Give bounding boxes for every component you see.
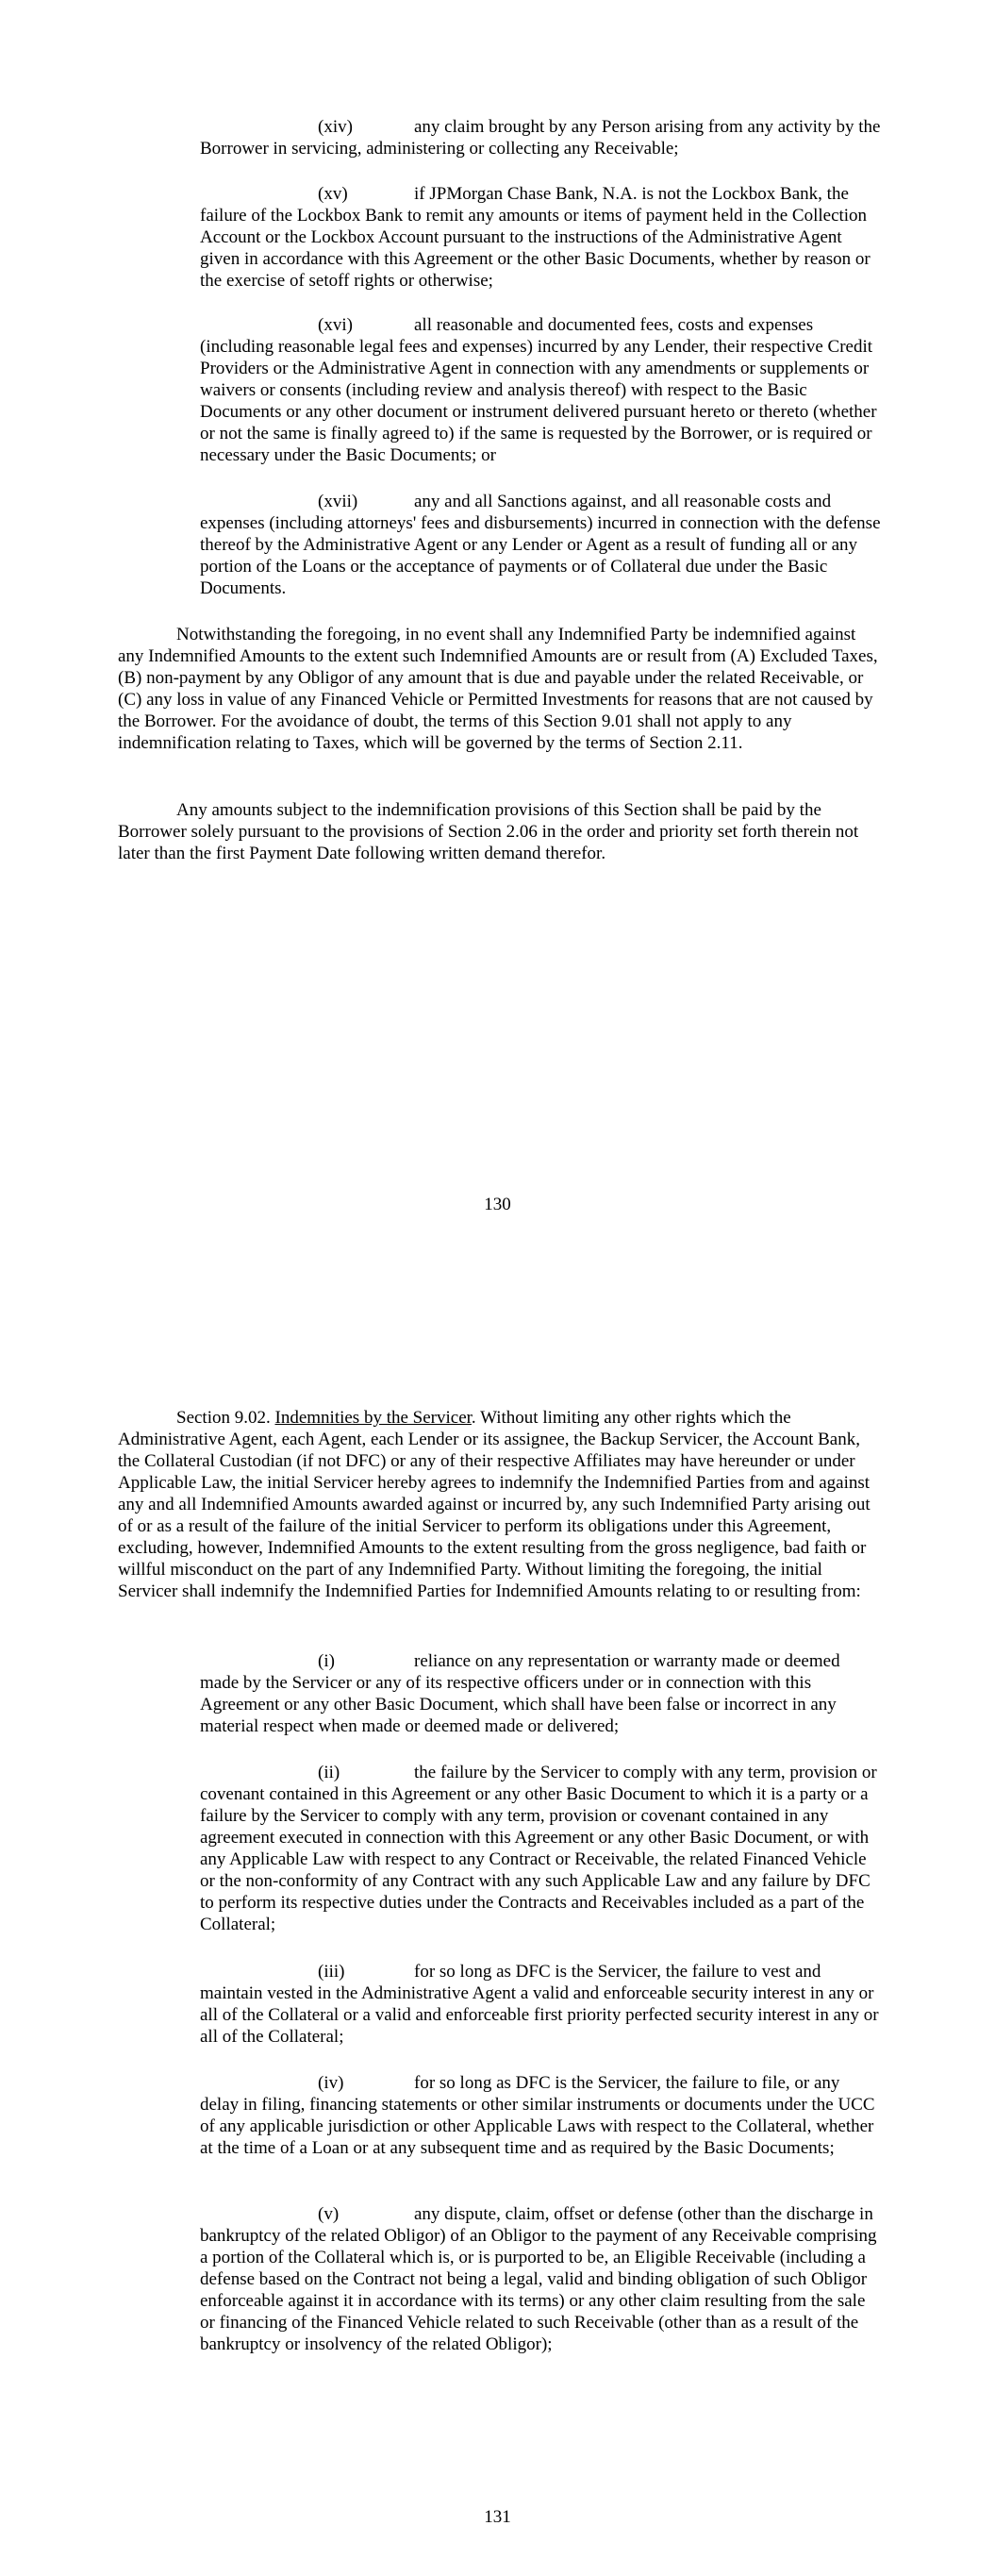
- clause-xiv: [200, 116, 883, 159]
- clause-xv: [200, 183, 883, 292]
- clause-number: (ii): [318, 1763, 340, 1782]
- clause-first-line: reliance on any representation or warranty made or deemed: [414, 1651, 840, 1671]
- clause-first-line: the failure by the Servicer to comply with any term,: [414, 1763, 786, 1782]
- clause-iii: [200, 1961, 883, 2048]
- section-9-02-paragraph: [118, 1407, 883, 1602]
- clause-number: (xiv): [318, 117, 353, 137]
- clause-number: (iii): [318, 1962, 345, 1982]
- clause-text: maintain vested in the Administrative Agent a valid and enforceable security interest in any or all of the Collateral or a valid and enforceable first priority perfected security interest in any or all of the Collateral;: [200, 1983, 879, 2047]
- section-heading: Indemnities by the Servicer: [274, 1408, 472, 1428]
- clause-number: (v): [318, 2204, 340, 2224]
- clause-text: the failure of the Lockbox Bank to remit any amounts or items of payment held in the Collection Account or the Lockbox Account pursuant to the instructions of the Administrative Agent given in accordance with this Agreement or the other Basic Documents, whether by reason or the exercise of setoff rights or otherwise;: [200, 184, 871, 291]
- section-number: Section 9.02.: [176, 1408, 275, 1428]
- payment-paragraph: Any amounts subject to the indemnification provisions of this Section shall be paid by the Borrower solely pursuant to the provisions of Section 2.06 in the order and priority set forth therein not later than the first Payment Date following written demand therefor.: [118, 800, 859, 863]
- clause-first-line: all reasonable and documented fees, costs and expenses: [414, 315, 814, 335]
- clause-text: discharge in bankruptcy of the related Obligor) of an Obligor to the payment of any Receivable comprising a portion of the Collateral which is, or is purported to be, an Eligible Receivable (including a defense based on the Contract not being a legal, valid and binding obligation of such Obligor enforceable against it in accordance with its terms) or any other claim resulting from the sale or financing of the Financed Vehicle related to such Receivable (other than as a result of the bankruptcy or insolvency of the related Obligor);: [200, 2204, 877, 2354]
- section-body: . Without limiting any other rights which the Administrative Agent, each Agent, each Lender or its assignee, the Backup Servicer, the Account Bank, the Collateral Custodian (if not DFC) or any of their respective Affiliates may have hereunder or under Applicable Law, the initial Servicer hereby agrees to indemnify the Indemnified Parties from and against any and all Indemnified Amounts awarded against or incurred by, any such Indemnified Party arising out of or as a result of the failure of the initial Servicer to perform its obligations under this Agreement, excluding, however, Indemnified Amounts to the extent resulting from the gross negligence, bad faith or willful misconduct on the part of any Indemnified Party. Without limiting the foregoing, the initial Servicer shall indemnify the Indemnified Parties for Indemnified Amounts relating to or resulting from:: [118, 1408, 871, 1601]
- clause-first-line: any and all Sanctions against, and all reasonable costs and: [414, 492, 832, 511]
- clause-first-line: for so long as DFC is the Servicer, the failure to vest and: [414, 1962, 821, 1982]
- clause-iv: [200, 2072, 883, 2159]
- clause-number: (xvi): [318, 315, 353, 335]
- page-number: 131: [484, 2507, 511, 2527]
- clause-text: (including reasonable legal fees and expenses) incurred by any Lender, their respective Credit Providers or the Administrative Agent in connection with any amendments or supplements or waivers or consents (including review and analysis thereof) with respect to the Basic Documents or any other document or instrument delivered pursuant hereto or thereto (whether or not the same is finally agreed to) if the same is requested by the Borrower, or is required or necessary under the Basic Documents; or: [200, 337, 877, 465]
- clause-v: [200, 2203, 883, 2355]
- clause-xvii: [200, 491, 883, 599]
- clause-text: delay in filing, financing statements or other similar instruments or documents under the UCC of any applicable jurisdiction or other Applicable Laws with respect to the Collateral, whether at the time of a Loan or at any subsequent time and as required by the Basic Documents;: [200, 2095, 875, 2158]
- clause-first-line: if JPMorgan Chase Bank, N.A. is not the Lockbox Bank,: [414, 184, 822, 204]
- clause-number: (xv): [318, 184, 348, 204]
- clause-i: [200, 1650, 883, 1737]
- clause-ii: [200, 1762, 883, 1935]
- clause-xvi: [200, 314, 883, 466]
- clause-number: (i): [318, 1651, 335, 1671]
- clause-first-line: for so long as DFC is the Servicer, the failure to file, or any: [414, 2073, 840, 2093]
- clause-text: by the Borrower in servicing, administering or collecting any Receivable;: [200, 117, 881, 159]
- page-number: 130: [484, 1195, 511, 1214]
- clause-number: (iv): [318, 2073, 344, 2093]
- clause-number: (xvii): [318, 492, 358, 511]
- clause-text: made by the Servicer or any of its respective officers under or in connection with this Agreement or any other Basic Document, which shall have been false or incorrect in any material respect when made or deemed made or delivered;: [200, 1673, 837, 1736]
- notwithstanding-paragraph: Notwithstanding the foregoing, in no event shall any Indemnified Party be indemnified against any Indemnified Amounts to the extent such Indemnified Amounts are or result from (A) Excluded Taxes, (B) non-payment by any Obligor of any amount that is due and payable under the related Receivable, or (C) any loss in value of any Financed Vehicle or Permitted Investments for reasons that are not caused by the Borrower. For the avoidance of doubt, the terms of this Section 9.01 shall not apply to any indemnification relating to Taxes, which will be governed by the terms of Section 2.11.: [118, 625, 878, 753]
- document-page-131: [0, 1288, 995, 2576]
- clause-first-line: any claim brought by any Person arising from any activity: [414, 117, 832, 137]
- clause-first-line: any dispute, claim, offset or defense (other than the: [414, 2204, 783, 2224]
- clause-text: expenses (including attorneys' fees and disbursements) incurred in connection with the defense thereof by the Administrative Agent or any Lender or Agent as a result of funding all or any portion of the Loans or the acceptance of payments or of Collateral due under the Basic Documents.: [200, 513, 881, 598]
- clause-text: provision or covenant contained in this Agreement or any other Basic Document to which it is a party or a failure by the Servicer to comply with any term, provision or covenant contained in any agreement executed in connection with this Agreement or any other Basic Document, or with any Applicable Law with respect to any Contract or Receivable, the related Financed Vehicle or the non-conformity of any Contract with any such Applicable Law and any failure by DFC to perform its respective duties under the Contracts and Receivables included as a part of the Collateral;: [200, 1763, 877, 1934]
